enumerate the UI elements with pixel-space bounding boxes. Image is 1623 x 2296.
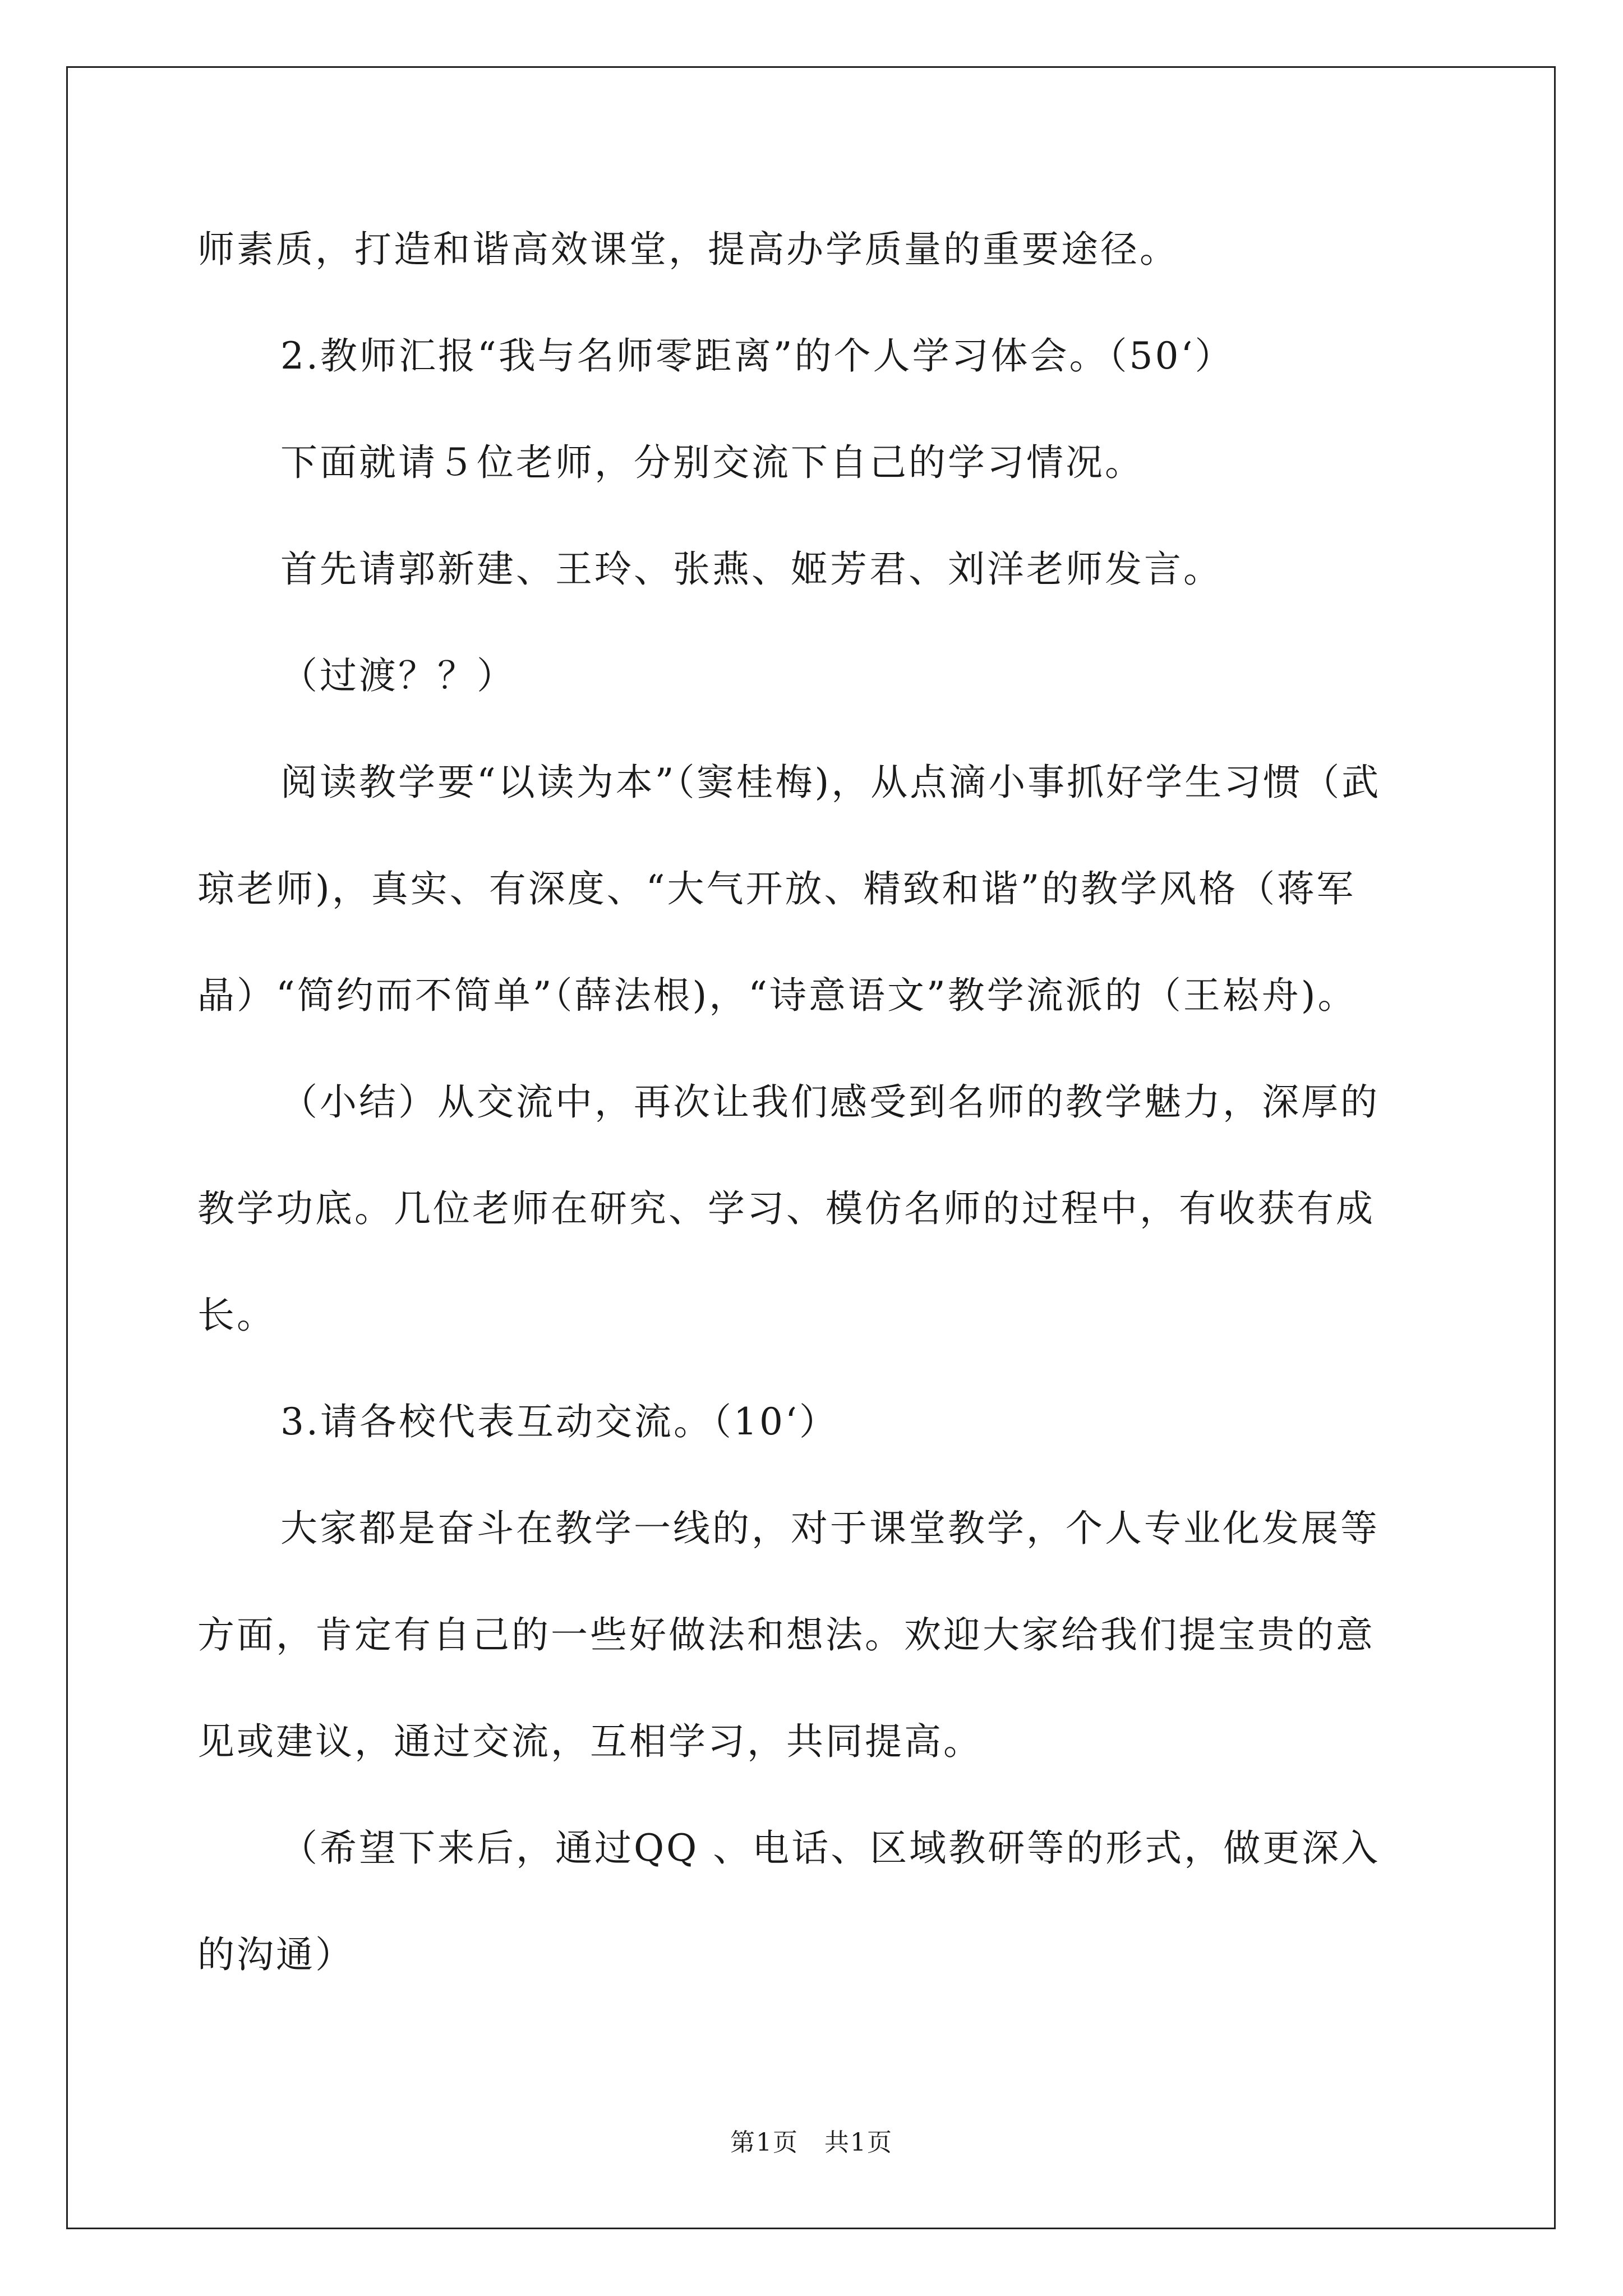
text-line: 晶）“简约而不简单”（薛法根)，“诗意语文”教学流派的（王崧舟)。 — [197, 974, 1357, 1017]
text-line: （小结）从交流中，再次让我们感受到名师的教学魅力，深厚的 — [280, 1080, 1380, 1124]
text-line: 3.请各校代表互动交流。（10‘） — [280, 1400, 838, 1443]
text-line: （过渡？？） — [280, 654, 516, 697]
text-line: 阅读教学要“以读为本”（窦桂梅)，从点滴小事抓好学生习惯（武 — [280, 761, 1381, 804]
text-line: 见或建议，通过交流，互相学习，共同提高。 — [197, 1720, 983, 1763]
text-line: （希望下来后，通过QQ 、电话、区域教研等的形式，做更深入 — [280, 1826, 1381, 1870]
text-line: 师素质，打造和谐高效课堂，提高办学质量的重要途径。 — [197, 228, 1179, 271]
text-line: 琼老师)，真实、有深度、“大气开放、精致和谐”的教学风格（蒋军 — [197, 867, 1356, 910]
text-line: 大家都是奋斗在教学一线的，对于课堂教学，个人专业化发展等 — [280, 1507, 1380, 1550]
text-line: 下面就请５位老师，分别交流下自己的学习情况。 — [280, 441, 1144, 484]
text-line: 2.教师汇报“我与名师零距离”的个人学习体会。（50‘） — [280, 334, 1234, 378]
page-border — [66, 66, 1556, 2229]
text-line: 长。 — [197, 1294, 276, 1337]
text-line: 首先请郭新建、王玲、张燕、姬芳君、刘洋老师发言。 — [280, 547, 1223, 591]
text-line: 教学功底。几位老师在研究、学习、模仿名师的过程中，有收获有成 — [197, 1187, 1375, 1230]
text-line: 方面，肯定有自己的一些好做法和想法。欢迎大家给我们提宝贵的意 — [197, 1613, 1375, 1657]
text-line: 的沟通） — [197, 1933, 354, 1976]
page-footer: 第1页 共1页 — [730, 2128, 893, 2157]
